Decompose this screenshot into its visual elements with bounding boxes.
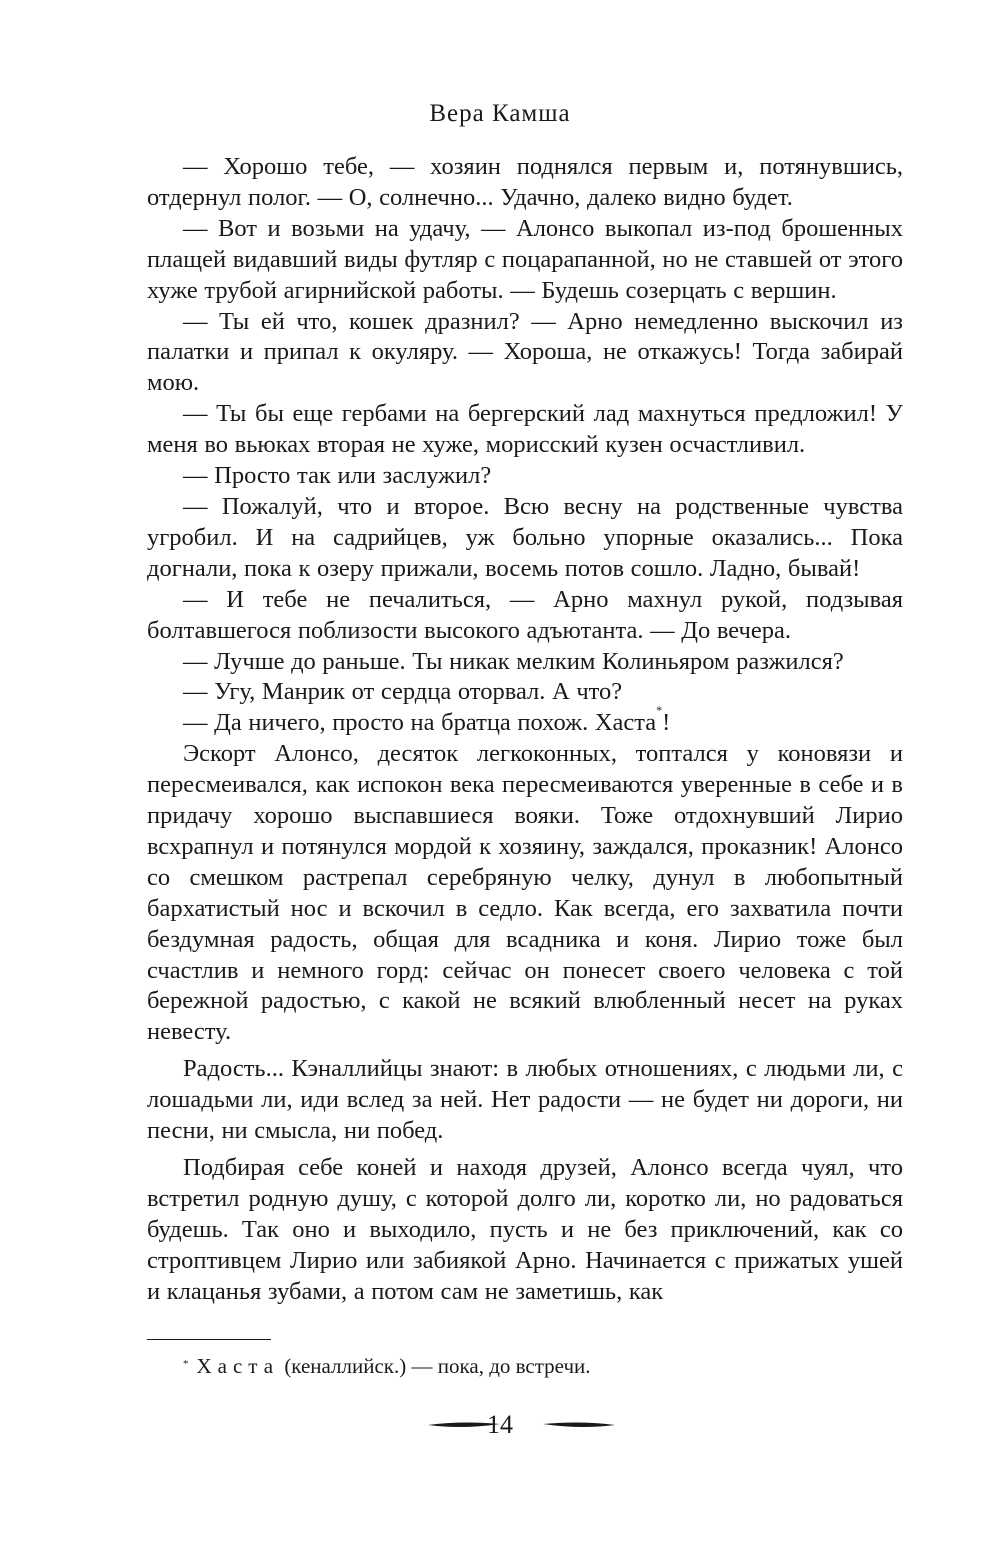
footnote bbox=[183, 1351, 903, 1381]
body-text bbox=[147, 152, 903, 1308]
paragraph-text: — Да ничего, просто на братца похож. Хаста bbox=[183, 709, 657, 737]
paragraph: — Ты ей что, кошек дразнил? — Арно немедленно выскочил из палатки и припал к окуляру. — Хороша, не откажусь! Тогда забирай мою. bbox=[147, 307, 903, 397]
paragraph: Эскорт Алонсо, десяток легкоконных, топтался у коновязи и пересмеивался, как испокон века пересмеиваются уверенные в себе и в придачу хорошо выспавшиеся вояки. Тоже отдохнувший Лирио всхрапнул и потянулся мордой к хозяину, заждался, проказник! Алонсо со смешком растрепал серебряную челку, дунул в любопытный бархатистый нос и вскочил в седло. Как всегда, его захватила почти бездумная радость, общая для всадника и коня. Лирио тоже был счастлив и немного горд: сейчас он понесет своего человека с той бережной радостью, с какой не всякий влюбленный несет на руках невесту. bbox=[147, 740, 903, 1046]
paragraph: — Угу, Манрик от сердца оторвал. А что? bbox=[183, 678, 623, 706]
footnote-term: Хаста bbox=[196, 1354, 280, 1378]
running-head: Вера Камша bbox=[429, 100, 571, 127]
paragraph: Подбирая себе коней и находя друзей, Алонсо всегда чуял, что встретил родную душу, с которой долго ли, коротко ли, но радоваться будешь. Так оно и выходило, пусть и не без приключений, как со строптивцем Лирио или забиякой Арно. Начинается с прижатых ушей и клацанья зубами, а потом сам не заметишь, как bbox=[147, 1154, 903, 1305]
footnote-rule bbox=[147, 1339, 271, 1340]
paragraph: — Пожалуй, что и второе. Всю весну на родственные чувства угробил. И на садрийцев, уж больно упорные оказались... Пока догнали, пока к озеру прижали, восемь потов сошло. Ладно, бывай! bbox=[147, 492, 903, 582]
paragraph: — Хорошо тебе, — хозяин поднялся первым и, потянувшись, отдернул полог. — О, солнечно... Удачно, далеко видно будет. bbox=[147, 153, 903, 211]
paragraph: Радость... Кэналлийцы знают: в любых отношениях, с людьми ли, с лошадьми ли, иди вслед за ней. Нет радости — не будет ни дороги, ни песни, ни смысла, ни побед. bbox=[147, 1055, 903, 1145]
paragraph-with-footnote bbox=[147, 703, 903, 739]
paragraph: — Вот и возьми на удачу, — Алонсо выкопал из-под брошенных плащей видавший виды футляр с поцарапанной, но не ставшей от этого хуже трубой агирнийской работы. — Будешь созерцать с вершин. bbox=[147, 214, 903, 304]
page-number-ornament bbox=[0, 1406, 1000, 1446]
footnote-reference[interactable]: * bbox=[656, 703, 663, 718]
footnote-mark: * bbox=[183, 1358, 189, 1370]
page-number: 14 bbox=[487, 1410, 513, 1439]
paragraph-tail: ! bbox=[662, 709, 671, 737]
footnote-text: (кеналлийск.) — пока, до встречи. bbox=[279, 1354, 591, 1378]
paragraph: — Лучше до раньше. Ты никак мелким Колиньяром разжился? bbox=[183, 647, 844, 675]
paragraph: — Просто так или заслужил? bbox=[183, 462, 492, 490]
paragraph: — Ты бы еще гербами на бергерский лад махнуться предложил! У меня во вьюках вторая не хуже, морисский кузен осчастливил. bbox=[147, 400, 903, 459]
paragraph: — И тебе не печалиться, — Арно махнул рукой, подзывая болтавшегося поблизости высокого адъютанта. — До вечера. bbox=[147, 585, 903, 644]
